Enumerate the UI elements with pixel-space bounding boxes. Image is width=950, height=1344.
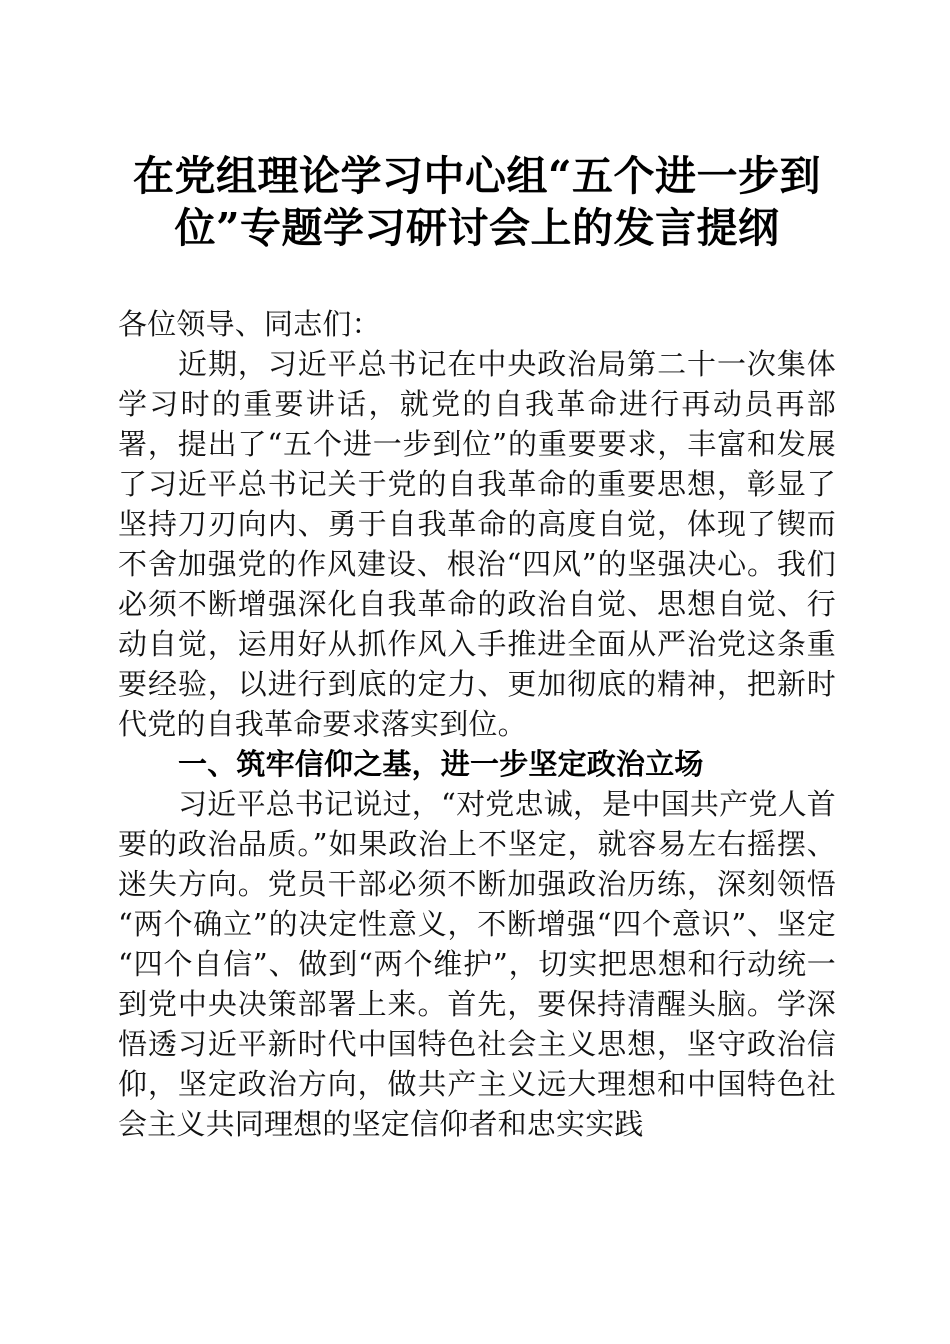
section-heading-one: 一、筑牢信仰之基，进一步坚定政治立场 (178, 747, 704, 781)
salutation-line: 各位领导、同志们： (118, 307, 381, 341)
intro-paragraph: 近期，习近平总书记在中央政治局第二十一次集体学习时的重要讲话，就党的自我革命进行再动员再部署，提出了“五个进一步到位”的重要要求，丰富和发展了习近平总书记关于党的自我革命的重要思想，彰显了坚持刀刃向内、勇于自我革命的高度自觉，体现了锲而不舍加强党的作风建设、根治“四风”的坚强决心。我们必须不断增强深化自我革命的政治自觉、思想自觉、行动自觉，运用好从抓作风入手推进全面从严治党这条重要经验，以进行到底的定力、更加彻底的精神，把新时代党的自我革命要求落实到位。 (118, 347, 836, 741)
section-one-paragraph-one: 习近平总书记说过，“对党忠诚，是中国共产党人首要的政治品质。”如果政治上不坚定，就容易左右摇摆、迷失方向。党员干部必须不断加强政治历练，深刻领悟“两个确立”的决定性意义，不断增强“四个意识”、坚定“四个自信”、做到“两个维护”，切实把思想和行动统一到党中央决策部署上来。首先，要保持清醒头脑。学深悟透习近平新时代中国特色社会主义思想，坚守政治信仰，坚定政治方向，做共产主义远大理想和中国特色社会主义共同理想的坚定信仰者和忠实实践 (118, 787, 836, 1141)
title-spacer (118, 254, 836, 304)
page-title: 在党组理论学习中心组“五个进一步到位”专题学习研讨会上的发言提纲 (132, 152, 822, 252)
document-content (118, 150, 836, 1144)
